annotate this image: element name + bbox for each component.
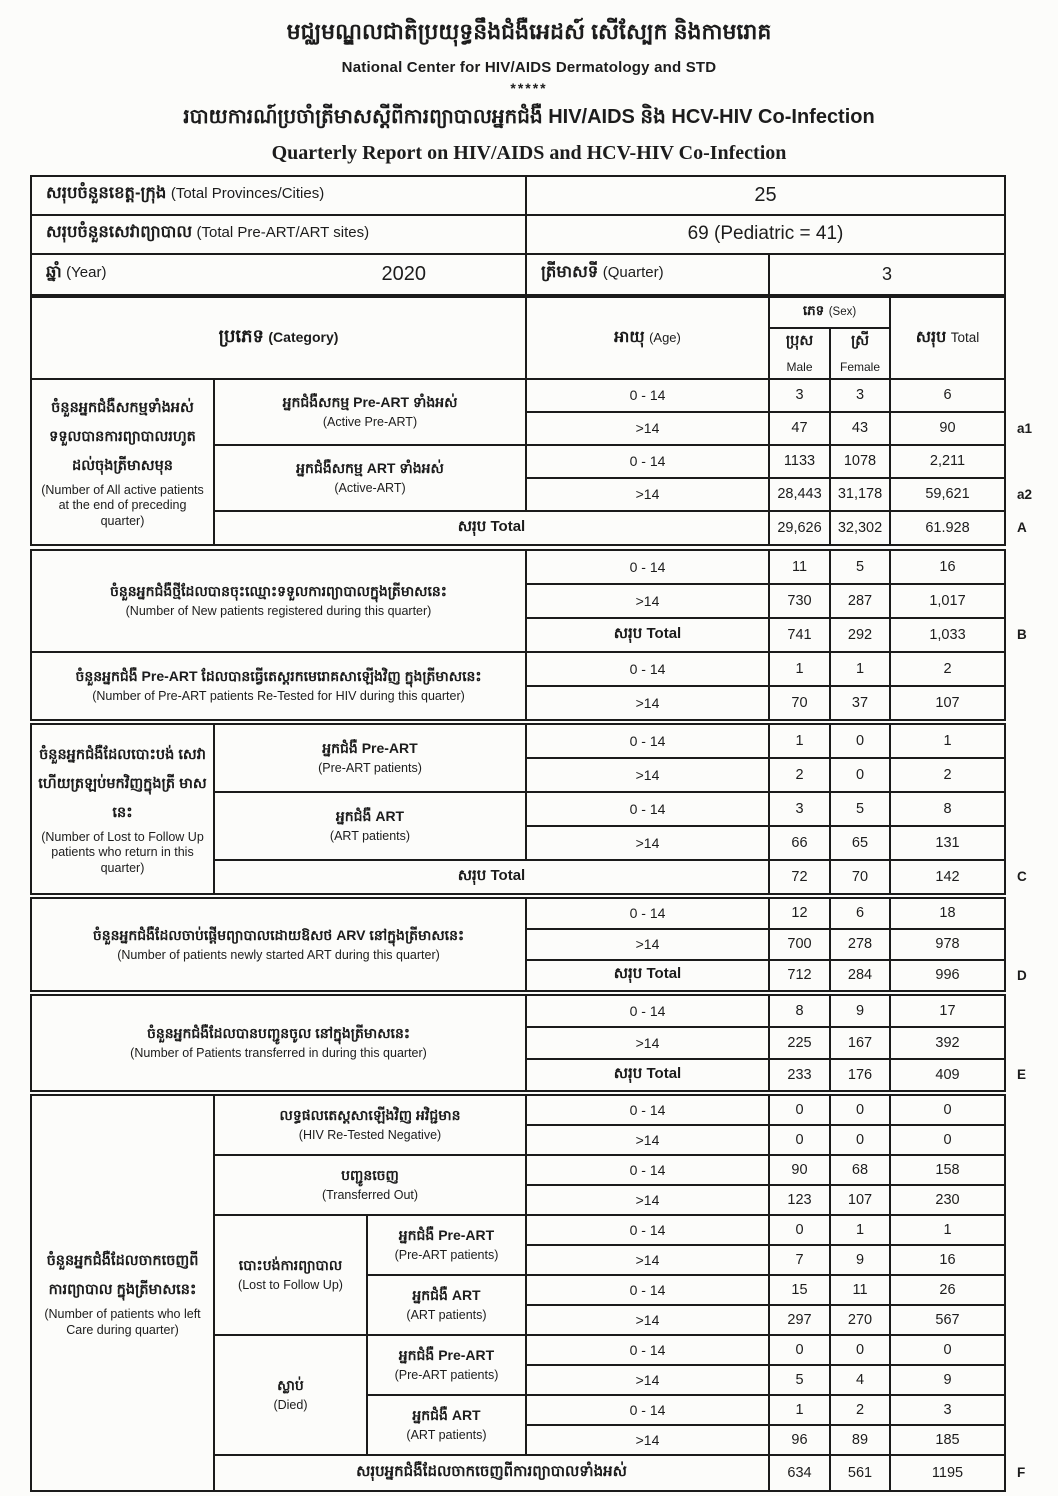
ref-spacer (1005, 550, 1055, 584)
ref-spacer (1005, 584, 1055, 618)
male-value: 123 (769, 1185, 830, 1215)
ref-spacer (1005, 215, 1055, 254)
ref-label-C: C (1017, 869, 1027, 885)
title-khmer: មជ្ឈមណ្ឌលជាតិប្រយុទ្ធនឹងជំងឺអេដស៍ សើស្បែក និងកាមរោគ (286, 19, 772, 44)
age-cell: 0 - 14 (526, 995, 769, 1027)
section-d-category-khmer: ចំនួនអ្នកជំងឺដែលចាប់ផ្ដើមព្យាបាលដោយឱសថ ARV នៅក្នុងត្រីមាសនេះ (92, 926, 465, 943)
section-b-table (30, 549, 1056, 721)
total-value: 9 (890, 1365, 1005, 1395)
year-label (46, 262, 106, 286)
female-value: 6 (830, 898, 890, 929)
male-value: 0 (769, 1335, 830, 1365)
female-total: 561 (830, 1455, 890, 1491)
active-preart-khmer: អ្នកជំងឺសកម្ម Pre-ART ទាំងអស់ (282, 394, 458, 411)
section-a-total-label: សរុប Total (214, 511, 769, 545)
total-value: 16 (890, 550, 1005, 584)
died-khmer: ស្លាប់ (277, 1377, 304, 1394)
male-header-english: Male (786, 360, 813, 375)
section-f-total-label: សរុបអ្នកជំងឺដែលចាកចេញពីការព្យាបាលទាំងអស់ (214, 1455, 769, 1491)
column-header-age (526, 297, 769, 379)
male-value: 7 (769, 1245, 830, 1275)
age-cell: 0 - 14 (526, 652, 769, 686)
total-value: 90 (890, 412, 1005, 445)
age-cell: 0 - 14 (526, 1095, 769, 1125)
f-ltfu-art (367, 1275, 526, 1335)
grand-total: 409 (890, 1059, 1005, 1091)
female-value: 278 (830, 929, 890, 960)
ref-spacer (1005, 686, 1055, 720)
section-e-category-english: (Number of Patients transferred in during this quarter) (130, 1046, 427, 1061)
f-died-preart (367, 1335, 526, 1395)
total-sites-label-english: (Total Pre-ART/ART sites) (196, 224, 370, 242)
ref-spacer (1005, 1155, 1055, 1185)
female-value: 4 (830, 1365, 890, 1395)
total-provinces-value: 25 (526, 176, 1005, 215)
ref-spacer (1005, 1125, 1055, 1155)
female-value: 3 (830, 379, 890, 412)
grand-total: 61.928 (890, 511, 1005, 545)
section-e-total-label: សរុប Total (526, 1059, 769, 1091)
section-a-subcategory-preart (214, 379, 526, 445)
age-cell: 0 - 14 (526, 1335, 769, 1365)
male-value: 1 (769, 1395, 830, 1425)
grand-total: 996 (890, 960, 1005, 991)
preart-patients-khmer: អ្នកជំងឺ Pre-ART (398, 1347, 495, 1364)
age-cell: >14 (526, 1245, 769, 1275)
male-value: 47 (769, 412, 830, 445)
preart-patients-english: (Pre-ART patients) (394, 1368, 499, 1383)
male-value: 90 (769, 1155, 830, 1185)
total-value: 1 (890, 1215, 1005, 1245)
male-value: 0 (769, 1215, 830, 1245)
female-value: 287 (830, 584, 890, 618)
section-a-subcategory-art (214, 445, 526, 511)
section-a-category-khmer: ចំនួនអ្នកជំងឺសកម្មទាំងអស់ ទទួលបានការព្យាបាលរហូត ដល់ចុងត្រីមាសមុន (49, 399, 196, 474)
age-cell: >14 (526, 412, 769, 445)
section-e-category-khmer: ចំនួនអ្នកជំងឺដែលបានបញ្ជូនចូល នៅក្នុងត្រីមាសនេះ (146, 1025, 411, 1042)
section-d-table (30, 897, 1056, 992)
ref-spacer (1005, 724, 1055, 758)
total-provinces-label-khmer: សរុបចំនួនខេត្ត-ក្រុង (46, 184, 167, 203)
f-died-art (367, 1395, 526, 1455)
total-value: 107 (890, 686, 1005, 720)
female-value: 167 (830, 1027, 890, 1059)
f-ltfu-preart (367, 1215, 526, 1275)
female-value: 0 (830, 1335, 890, 1365)
total-value: 8 (890, 792, 1005, 826)
total-value: 59,621 (890, 478, 1005, 511)
total-value: 16 (890, 1245, 1005, 1275)
section-c-category-khmer: ចំនួនអ្នកជំងឺដែលបោះបង់ សេវា ហើយត្រឡប់មកវិញក្នុងត្រី មាសនេះ (38, 746, 207, 821)
female-total: 32,302 (830, 511, 890, 545)
total-value: 2 (890, 652, 1005, 686)
male-value: 70 (769, 686, 830, 720)
section-d-total-label: សរុប Total (526, 960, 769, 991)
female-header-english: Female (839, 360, 880, 375)
total-value: 2,211 (890, 445, 1005, 478)
age-cell: 0 - 14 (526, 1215, 769, 1245)
total-value: 392 (890, 1027, 1005, 1059)
female-value: 270 (830, 1305, 890, 1335)
ref-label (1005, 379, 1055, 412)
female-total: 176 (830, 1059, 890, 1091)
column-header-sex (769, 297, 890, 328)
active-preart-english: (Active Pre-ART) (322, 415, 418, 430)
subtitle-english: Quarterly Report on HIV/AIDS and HCV-HIV Co-Infection (271, 141, 787, 164)
female-value: 1 (830, 652, 890, 686)
ref-spacer (1005, 1215, 1055, 1245)
section-a-category (31, 379, 214, 545)
retest-negative-khmer: លទ្ធផលតេស្តសាឡើងវិញ អវិជ្ជមាន (279, 1107, 461, 1124)
total-value: 230 (890, 1185, 1005, 1215)
column-header-male (769, 328, 830, 379)
retest-negative-english: (HIV Re-Tested Negative) (298, 1128, 442, 1143)
section-c-category (31, 724, 214, 894)
total-value: 17 (890, 995, 1005, 1027)
ref-label-F: F (1017, 1465, 1026, 1481)
ref-label-E: E (1017, 1067, 1027, 1083)
category-header-khmer: ប្រភេទ (218, 326, 264, 347)
total-value: 2 (890, 758, 1005, 792)
male-value: 12 (769, 898, 830, 929)
quarter-value: 3 (769, 254, 1005, 295)
total-value: 1,017 (890, 584, 1005, 618)
male-total: 741 (769, 618, 830, 652)
age-cell: 0 - 14 (526, 792, 769, 826)
ref-label (1005, 445, 1055, 478)
female-total: 70 (830, 860, 890, 894)
total-value: 131 (890, 826, 1005, 860)
male-value: 28,443 (769, 478, 830, 511)
active-art-english: (Active-ART) (334, 481, 406, 496)
preart-patients-english: (Pre-ART patients) (318, 761, 422, 776)
age-cell: >14 (526, 1305, 769, 1335)
ref-spacer (1005, 1027, 1055, 1059)
age-cell: >14 (526, 1027, 769, 1059)
total-value: 3 (890, 1395, 1005, 1425)
f-group-retest-negative (214, 1095, 526, 1155)
female-value: 68 (830, 1155, 890, 1185)
column-header-total (890, 297, 1005, 379)
quarter-label (526, 254, 769, 295)
total-value: 978 (890, 929, 1005, 960)
active-art-khmer: អ្នកជំងឺសកម្ម ART ទាំងអស់ (296, 460, 444, 477)
sex-header-english: (Sex) (828, 306, 857, 319)
age-cell: 0 - 14 (526, 379, 769, 412)
male-total: 29,626 (769, 511, 830, 545)
ref-spacer (1005, 1095, 1055, 1125)
female-value: 1078 (830, 445, 890, 478)
total-sites-value: 69 (Pediatric = 41) (526, 215, 1005, 254)
age-cell: >14 (526, 686, 769, 720)
age-cell: 0 - 14 (526, 1395, 769, 1425)
male-value: 2 (769, 758, 830, 792)
total-value: 6 (890, 379, 1005, 412)
sex-header-khmer: ភេទ (802, 303, 825, 319)
ref-spacer (1005, 652, 1055, 686)
section-f-category (31, 1095, 214, 1491)
female-value: 89 (830, 1425, 890, 1455)
main-table-section-a (30, 296, 1055, 546)
female-value: 31,178 (830, 478, 890, 511)
ref-label-B: B (1017, 627, 1027, 643)
female-value: 11 (830, 1275, 890, 1305)
ref-spacer (1005, 1425, 1055, 1455)
female-value: 43 (830, 412, 890, 445)
female-total: 284 (830, 960, 890, 991)
male-total: 634 (769, 1455, 830, 1491)
total-value: 567 (890, 1305, 1005, 1335)
male-total: 712 (769, 960, 830, 991)
preart-patients-khmer: អ្នកជំងឺ Pre-ART (322, 740, 418, 757)
f-group-transferred-out (214, 1155, 526, 1215)
male-value: 15 (769, 1275, 830, 1305)
total-value: 158 (890, 1155, 1005, 1185)
section-f-category-english: (Number of patients who left Care during quarter) (44, 1306, 201, 1337)
art-patients-khmer: អ្នកជំងឺ ART (412, 1287, 481, 1304)
transferred-out-khmer: បញ្ជូនចេញ (341, 1167, 399, 1184)
art-patients-english: (ART patients) (329, 829, 411, 844)
total-value: 0 (890, 1125, 1005, 1155)
age-header-english: (Age) (649, 329, 681, 345)
male-value: 96 (769, 1425, 830, 1455)
male-value: 225 (769, 1027, 830, 1059)
total-header-english: Total (950, 329, 980, 345)
info-table (30, 175, 1056, 296)
age-cell: 0 - 14 (526, 898, 769, 929)
male-value: 3 (769, 792, 830, 826)
female-value: 0 (830, 758, 890, 792)
age-cell: >14 (526, 1425, 769, 1455)
ref-spacer (1005, 1365, 1055, 1395)
female-value: 5 (830, 550, 890, 584)
section-b-category-english: (Number of New patients registered during this quarter) (125, 604, 432, 619)
f-group-died (214, 1335, 367, 1455)
ref-spacer (1005, 254, 1055, 295)
female-value: 9 (830, 995, 890, 1027)
ref-spacer (1005, 898, 1055, 929)
section-c-subcategory-art (214, 792, 526, 860)
year-cell (31, 254, 526, 295)
female-value: 37 (830, 686, 890, 720)
female-value: 2 (830, 1395, 890, 1425)
year-label-english: (Year) (66, 264, 107, 282)
grand-total: 142 (890, 860, 1005, 894)
ref-label-D: D (1017, 967, 1027, 983)
total-value: 18 (890, 898, 1005, 929)
male-total: 233 (769, 1059, 830, 1091)
section-d-category (31, 898, 526, 991)
report-header (0, 0, 1058, 165)
art-patients-english: (ART patients) (406, 1428, 487, 1443)
section-c-table (30, 723, 1056, 895)
subtitle-khmer: របាយការណ៍ប្រចាំត្រីមាសស្តីពីការព្យាបាលអ្នកជំងឺ HIV/AIDS និង HCV-HIV Co-Infection (183, 105, 875, 128)
ref-spacer (1005, 1395, 1055, 1425)
age-cell: >14 (526, 929, 769, 960)
section-d-category-english: (Number of patients newly started ART during this quarter) (117, 947, 440, 962)
preart-patients-khmer: អ្នកជំងឺ Pre-ART (398, 1227, 495, 1244)
age-cell: >14 (526, 1185, 769, 1215)
male-value: 5 (769, 1365, 830, 1395)
total-provinces-label (31, 176, 526, 215)
age-cell: >14 (526, 1365, 769, 1395)
female-value: 65 (830, 826, 890, 860)
section-b-category-khmer: ចំនួនអ្នកជំងឺថ្មីដែលបានចុះឈ្មោះទទួលការព្យាបាលក្នុងត្រីមាសនេះ (110, 583, 447, 600)
title-english: National Center for HIV/AIDS Dermatology and STD (341, 58, 717, 76)
male-value: 0 (769, 1095, 830, 1125)
age-header-khmer: អាយុ (614, 328, 645, 346)
total-value: 185 (890, 1425, 1005, 1455)
category-header-english: (Category) (268, 329, 339, 346)
section-retest-category-english: (Number of Pre-ART patients Re-Tested for HIV during this quarter) (92, 689, 465, 704)
male-value: 8 (769, 995, 830, 1027)
age-cell: 0 - 14 (526, 1155, 769, 1185)
total-provinces-label-english: (Total Provinces/Cities) (170, 185, 325, 203)
total-value: 1 (890, 724, 1005, 758)
male-value: 66 (769, 826, 830, 860)
section-f-category-khmer: ចំនួនអ្នកជំងឺដែលចាកចេញពី ការព្យាបាល ក្នុងត្រីមាសនេះ (46, 1252, 199, 1298)
ref-spacer (1005, 758, 1055, 792)
female-value: 0 (830, 1095, 890, 1125)
preart-patients-english: (Pre-ART patients) (394, 1248, 499, 1263)
female-value: 1 (830, 1215, 890, 1245)
f-group-lost-to-follow-up (214, 1215, 367, 1335)
quarter-label-english: (Quarter) (602, 264, 664, 282)
ref-spacer (1005, 792, 1055, 826)
ref-spacer (1005, 1335, 1055, 1365)
male-header-khmer: ប្រុស (785, 333, 814, 350)
age-cell: 0 - 14 (526, 724, 769, 758)
female-value: 107 (830, 1185, 890, 1215)
section-e-category (31, 995, 526, 1091)
ref-spacer (1005, 1305, 1055, 1335)
ref-spacer (1005, 929, 1055, 960)
section-c-category-english: (Number of Lost to Follow Up patients who return in this quarter) (41, 829, 204, 875)
male-value: 297 (769, 1305, 830, 1335)
age-cell: 0 - 14 (526, 550, 769, 584)
total-sites-label (31, 215, 526, 254)
total-header-khmer: សរុប (915, 328, 947, 346)
ref-label-A: A (1017, 520, 1027, 536)
male-value: 1 (769, 652, 830, 686)
total-value: 26 (890, 1275, 1005, 1305)
ref-spacer (1005, 995, 1055, 1027)
section-retest-category-khmer: ចំនួនអ្នកជំងឺ Pre-ART ដែលបានធ្វើតេស្តរកមេរោគសាឡើងវិញ ក្នុងត្រីមាសនេះ (75, 668, 482, 685)
age-cell: >14 (526, 584, 769, 618)
transferred-out-english: (Transferred Out) (321, 1188, 419, 1203)
male-value: 700 (769, 929, 830, 960)
female-value: 9 (830, 1245, 890, 1275)
female-value: 0 (830, 1125, 890, 1155)
total-value: 0 (890, 1335, 1005, 1365)
section-e-table (30, 994, 1056, 1092)
grand-total: 1,033 (890, 618, 1005, 652)
age-cell: >14 (526, 478, 769, 511)
art-patients-english: (ART patients) (406, 1308, 487, 1323)
section-c-subcategory-preart (214, 724, 526, 792)
female-value: 5 (830, 792, 890, 826)
section-b-category (31, 550, 526, 652)
male-value: 1 (769, 724, 830, 758)
ref-label-a2: a2 (1017, 486, 1033, 502)
section-c-total-label: សរុប Total (214, 860, 769, 894)
art-patients-khmer: អ្នកជំងឺ ART (335, 808, 405, 825)
male-value: 730 (769, 584, 830, 618)
ref-spacer (1005, 1245, 1055, 1275)
age-cell: >14 (526, 758, 769, 792)
lost-to-follow-up-khmer: បោះបង់ការព្យាបាល (238, 1257, 343, 1274)
male-value: 3 (769, 379, 830, 412)
age-cell: >14 (526, 826, 769, 860)
section-b-total-label: សរុប Total (526, 618, 769, 652)
female-header-khmer: ស្រី (850, 333, 870, 350)
total-value: 0 (890, 1095, 1005, 1125)
year-label-khmer: ឆ្នាំ (46, 263, 62, 282)
ref-spacer (1005, 176, 1055, 215)
section-f-table (30, 1094, 1056, 1492)
section-retest-category (31, 652, 526, 720)
male-total: 72 (769, 860, 830, 894)
quarter-label-khmer: ត្រីមាសទី (541, 263, 599, 282)
female-total: 292 (830, 618, 890, 652)
age-cell: >14 (526, 1125, 769, 1155)
column-header-category (31, 297, 526, 379)
ref-spacer (1005, 297, 1055, 379)
art-patients-khmer: អ្នកជំងឺ ART (412, 1407, 481, 1424)
male-value: 1133 (769, 445, 830, 478)
age-cell: 0 - 14 (526, 445, 769, 478)
ref-spacer (1005, 1275, 1055, 1305)
lost-to-follow-up-english: (Lost to Follow Up) (238, 1278, 343, 1293)
age-cell: 0 - 14 (526, 1275, 769, 1305)
male-value: 0 (769, 1125, 830, 1155)
died-english: (Died) (273, 1398, 308, 1413)
ref-spacer (1005, 826, 1055, 860)
grand-total: 1195 (890, 1455, 1005, 1491)
total-sites-label-khmer: សរុបចំនួនសេវាព្យាបាល (46, 223, 193, 242)
section-a-category-english: (Number of All active patients at the end of preceding quarter) (41, 482, 204, 528)
male-value: 11 (769, 550, 830, 584)
year-value: 2020 (381, 262, 426, 285)
ref-label-a1: a1 (1017, 420, 1033, 436)
ref-spacer (1005, 1185, 1055, 1215)
column-header-female (830, 328, 890, 379)
stars-divider: ***** (510, 79, 548, 96)
female-value: 0 (830, 724, 890, 758)
